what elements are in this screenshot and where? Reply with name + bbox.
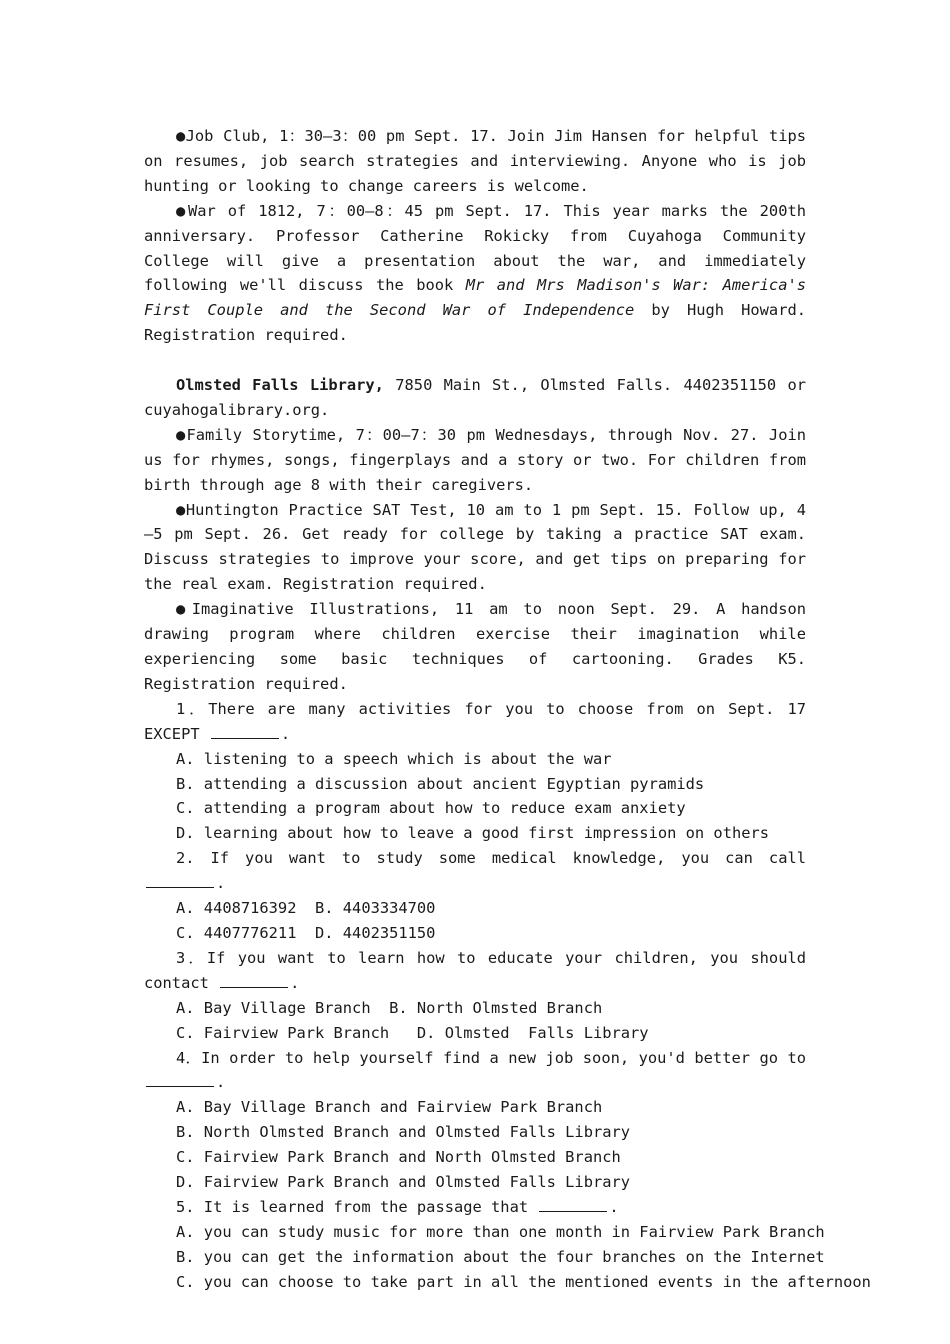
- q1-option-c: C. attending a program about how to reduce exam anxiety: [176, 799, 686, 818]
- event-job-club: ●Job Club, 1：30—3：00 pm Sept. 17. Join Jim Hansen for helpful tips on resumes, job search strategies and interviewing. Anyone who is job hunting or looking to change careers is welcome.: [144, 127, 806, 195]
- answer-blank: [146, 1086, 214, 1087]
- question-5: [144, 1195, 806, 1220]
- question-5-stem: 5. It is learned from the passage that: [176, 1197, 538, 1216]
- question-3-stem: 3．If you want to learn how to educate your children, you should contact: [144, 948, 806, 992]
- question-2: [144, 846, 806, 896]
- question-1-end: .: [280, 724, 291, 743]
- book-title: Mr and Mrs Madison's War: America's First Couple and the Second War of Independence: [144, 276, 806, 320]
- event-sat-test: ●Huntington Practice SAT Test, 10 am to 1 pm Sept. 15. Follow up, 4—5 pm Sept. 26. Get ready for college by taking a practice SAT exam. Discuss strategies to improve your score, and get tips on preparing for the real exam. Registration required.: [144, 500, 806, 594]
- question-3: [144, 946, 806, 996]
- q1-option-d: D. learning about how to leave a good first impression on others: [176, 824, 770, 843]
- event-imaginative-illustrations: ●Imaginative Illustrations, 11 am to noon Sept. 29. A handson drawing program where children exercise their imagination while experiencing some basic techniques of cartooning. Grades K5. Registration required.: [144, 600, 806, 693]
- q3-options-ab: A. Bay Village Branch B. North Olmsted Branch: [176, 998, 603, 1017]
- question-4-end: .: [216, 1073, 226, 1092]
- question-1-stem: 1．There are many activities for you to choose from on Sept. 17 EXCEPT: [144, 699, 806, 743]
- answer-blank: [539, 1211, 607, 1212]
- event-war-text-end: by Hugh Howard. Registration required.: [144, 301, 806, 345]
- q3-options-cd: C. Fairview Park Branch D. Olmsted Falls Library: [176, 1023, 649, 1042]
- answer-blank: [146, 887, 214, 888]
- question-3-end: .: [290, 973, 300, 992]
- q2-options-ab: A. 4408716392 B. 4403334700: [176, 899, 436, 918]
- event-war-of-1812: [144, 199, 806, 348]
- q5-option-c: C. you can choose to take part in all the mentioned events in the afternoon: [176, 1272, 871, 1291]
- library-heading: [144, 373, 806, 423]
- q4-option-d: D. Fairview Park Branch and Olmsted Falls Library: [176, 1173, 631, 1192]
- library-address: 7850 Main St., Olmsted Falls. 4402351150 or cuyahogalibrary.org.: [144, 376, 806, 419]
- q5-option-b: B. you can get the information about the four branches on the Internet: [176, 1247, 825, 1266]
- q1-option-b: B. attending a discussion about ancient Egyptian pyramids: [176, 774, 705, 793]
- answer-blank: [220, 987, 288, 988]
- q4-option-b: B. North Olmsted Branch and Olmsted Falls Library: [176, 1123, 631, 1142]
- question-1: [144, 697, 806, 747]
- question-2-end: .: [216, 874, 226, 893]
- q5-option-a: A. you can study music for more than one month in Fairview Park Branch: [176, 1222, 825, 1241]
- event-war-text: ●War of 1812, 7：00—8：45 pm Sept. 17. This year marks the 200th anniversary. Professor Catherine Rokicky from Cuyahoga Community College will give a presentation about the war, and immediately following we'll discuss the book: [144, 201, 806, 295]
- q4-option-a: A. Bay Village Branch and Fairview Park Branch: [176, 1098, 603, 1117]
- q4-option-c: C. Fairview Park Branch and North Olmsted Branch: [176, 1148, 621, 1167]
- question-4: [144, 1046, 806, 1096]
- q1-option-a: A. listening to a speech which is about the war: [176, 749, 612, 768]
- question-4-stem: 4．In order to help yourself find a new job soon, you'd better go to: [176, 1048, 806, 1067]
- answer-blank: [211, 738, 279, 739]
- event-family-storytime: ●Family Storytime, 7：00—7：30 pm Wednesdays, through Nov. 27. Join us for rhymes, songs, fingerplays and a story or two. For children from birth through age 8 with their caregivers.: [144, 425, 806, 494]
- question-2-stem: 2. If you want to study some medical knowledge, you can call: [176, 849, 806, 868]
- section-gap: [144, 348, 806, 373]
- document-page: [144, 124, 871, 1295]
- question-5-end: .: [609, 1197, 619, 1216]
- q2-options-cd: C. 4407776211 D. 4402351150: [176, 923, 436, 942]
- library-name: Olmsted Falls Library,: [176, 376, 384, 395]
